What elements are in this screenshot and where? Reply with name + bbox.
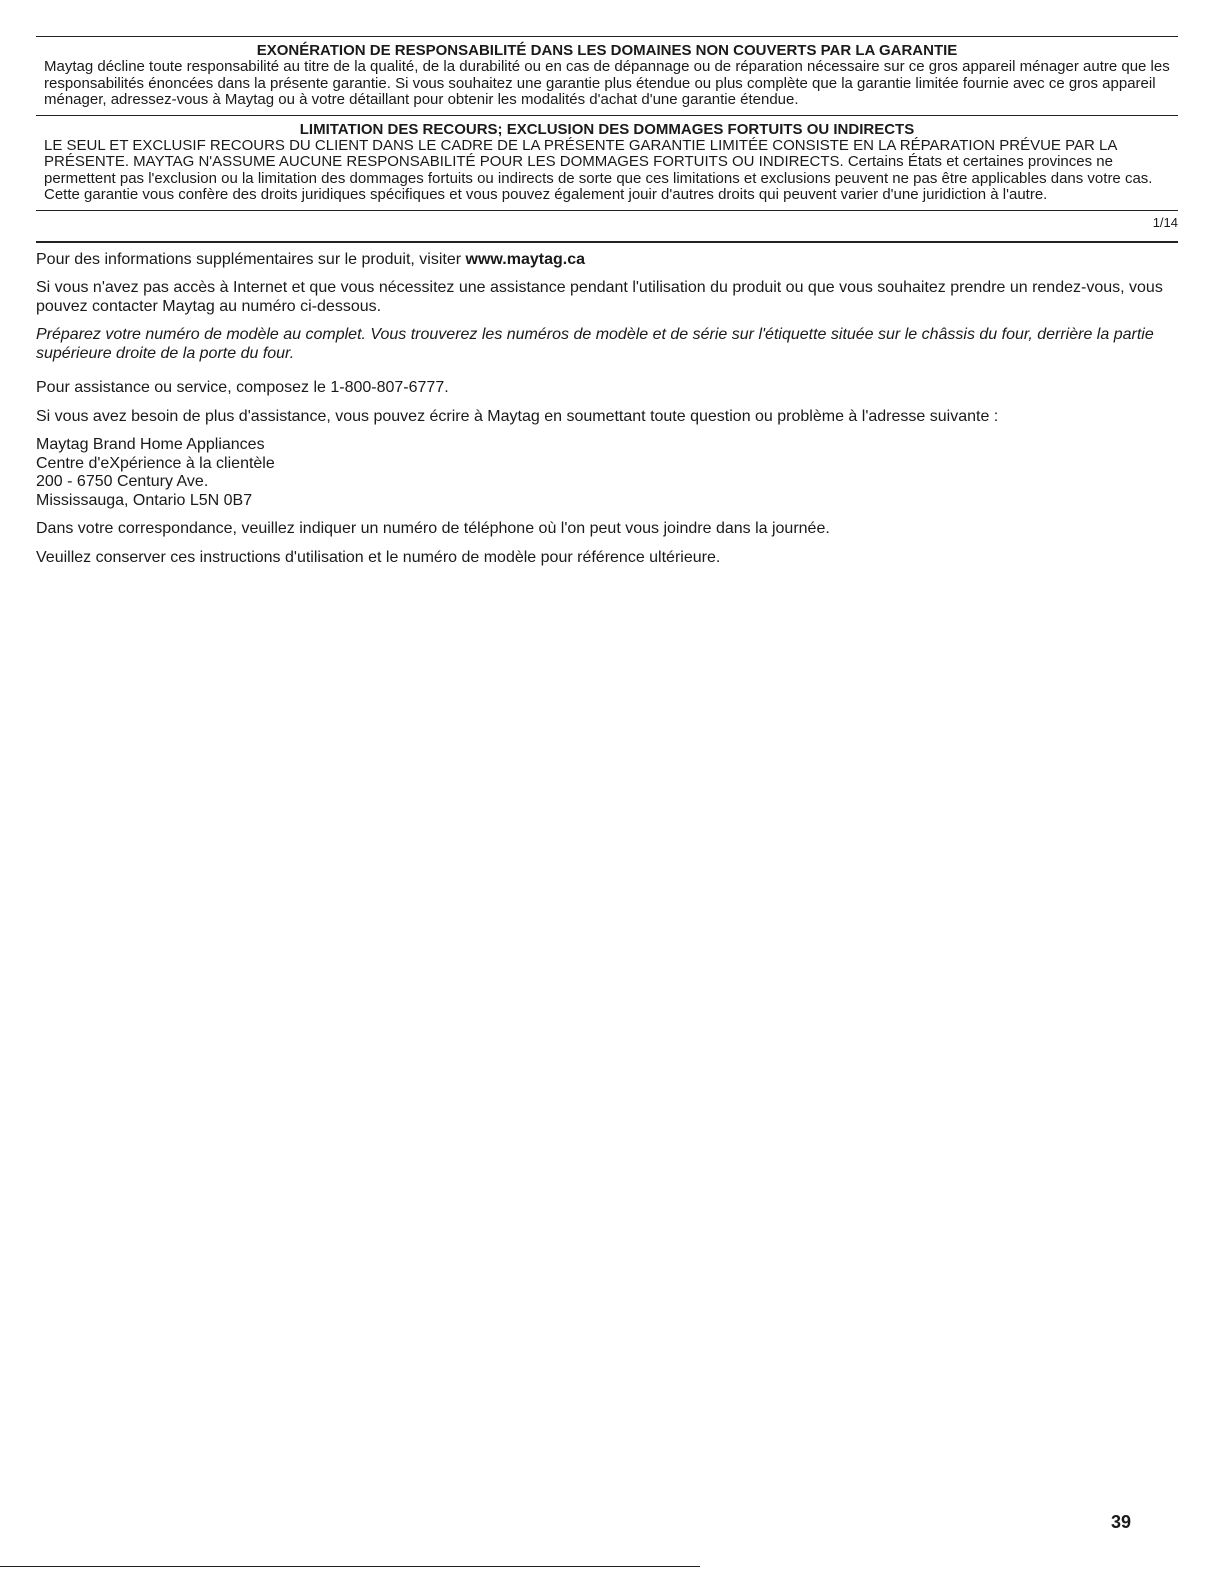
model-note-paragraph: Préparez votre numéro de modèle au complet. Vous trouverez les numéros de modèle et de série sur l'étiquette située sur le châssis du four, derrière la partie supérieure droite de la porte du four. [36, 326, 1154, 362]
disclaimer-section [36, 37, 1178, 115]
service-phone-paragraph: Pour assistance ou service, composez le 1-800-807-6777. [36, 379, 449, 396]
disclaimer-body: Maytag décline toute responsabilité au titre de la qualité, de la durabilité ou en cas de dépannage ou de réparation nécessaire sur ce gros appareil ménager autre que les responsabilités énoncées dans la présente garantie. Si vous souhaitez une garantie plus étendue ou plus complète que la garantie limitée fournie avec ce gros appareil ménager, adressez-vous à Maytag ou à votre détaillant pour obtenir les modalités d'achat d'une garantie étendue. [44, 58, 1170, 108]
no-internet-paragraph: Si vous n'avez pas accès à Internet et que vous nécessitez une assistance pendant l'utilisation du produit ou que vous souhaitez prendre un rendez-vous, vous pouvez contacter Maytag au numéro ci-dessous. [36, 279, 1163, 315]
write-us-paragraph: Si vous avez besoin de plus d'assistance, vous pouvez écrire à Maytag en soumettant toute question ou problème à l'adresse suivante : [36, 407, 999, 425]
visit-paragraph [36, 251, 1178, 270]
website-link[interactable]: www.maytag.ca [465, 250, 585, 268]
document-page [36, 36, 1178, 577]
keep-instructions-paragraph: Veuillez conserver ces instructions d'utilisation et le numéro de modèle pour référence ultérieure. [36, 548, 721, 566]
contact-info-section [36, 251, 1178, 568]
address-line-1: Maytag Brand Home Appliances [36, 436, 265, 453]
address-line-4: Mississauga, Ontario L5N 0B7 [36, 491, 253, 509]
limitation-heading: LIMITATION DES RECOURS; EXCLUSION DES DOMMAGES FORTUITS OU INDIRECTS [299, 120, 915, 138]
document-code: 1/14 [1152, 214, 1178, 230]
mailing-address [36, 436, 1178, 510]
limitation-body: LE SEUL ET EXCLUSIF RECOURS DU CLIENT DANS LE CADRE DE LA PRÉSENTE GARANTIE LIMITÉE CONSISTE EN LA RÉPARATION PRÉVUE PAR LA PRÉSENTE. MAYTAG N'ASSUME AUCUNE RESPONSABILITÉ POUR LES DOMMAGES FORTUITS OU INDIRECTS. Certains États et certaines provinces ne permettent pas l'exclusion ou la limitation des dommages fortuits ou indirects de sorte que ces limitations et exclusions peuvent ne pas être applicables dans votre cas. Cette garantie vous confère des droits juridiques spécifiques et vous pouvez également jouir d'autres droits qui peuvent varier d'une juridiction à l'autre. [44, 136, 1153, 203]
limitation-section [36, 116, 1178, 210]
page-number: 39 [1110, 1512, 1131, 1532]
address-line-2: Centre d'eXpérience à la clientèle [36, 454, 275, 472]
address-line-3: 200 - 6750 Century Ave. [36, 473, 209, 490]
footer-divider [0, 1566, 700, 1567]
correspondence-paragraph: Dans votre correspondance, veuillez indiquer un numéro de téléphone où l'on peut vous joindre dans la journée. [36, 520, 830, 537]
disclaimer-heading: EXONÉRATION DE RESPONSABILITÉ DANS LES DOMAINES NON COUVERTS PAR LA GARANTIE [256, 42, 958, 59]
visit-text: Pour des informations supplémentaires sur le produit, visiter [36, 250, 466, 268]
info-top-divider [36, 241, 1178, 243]
